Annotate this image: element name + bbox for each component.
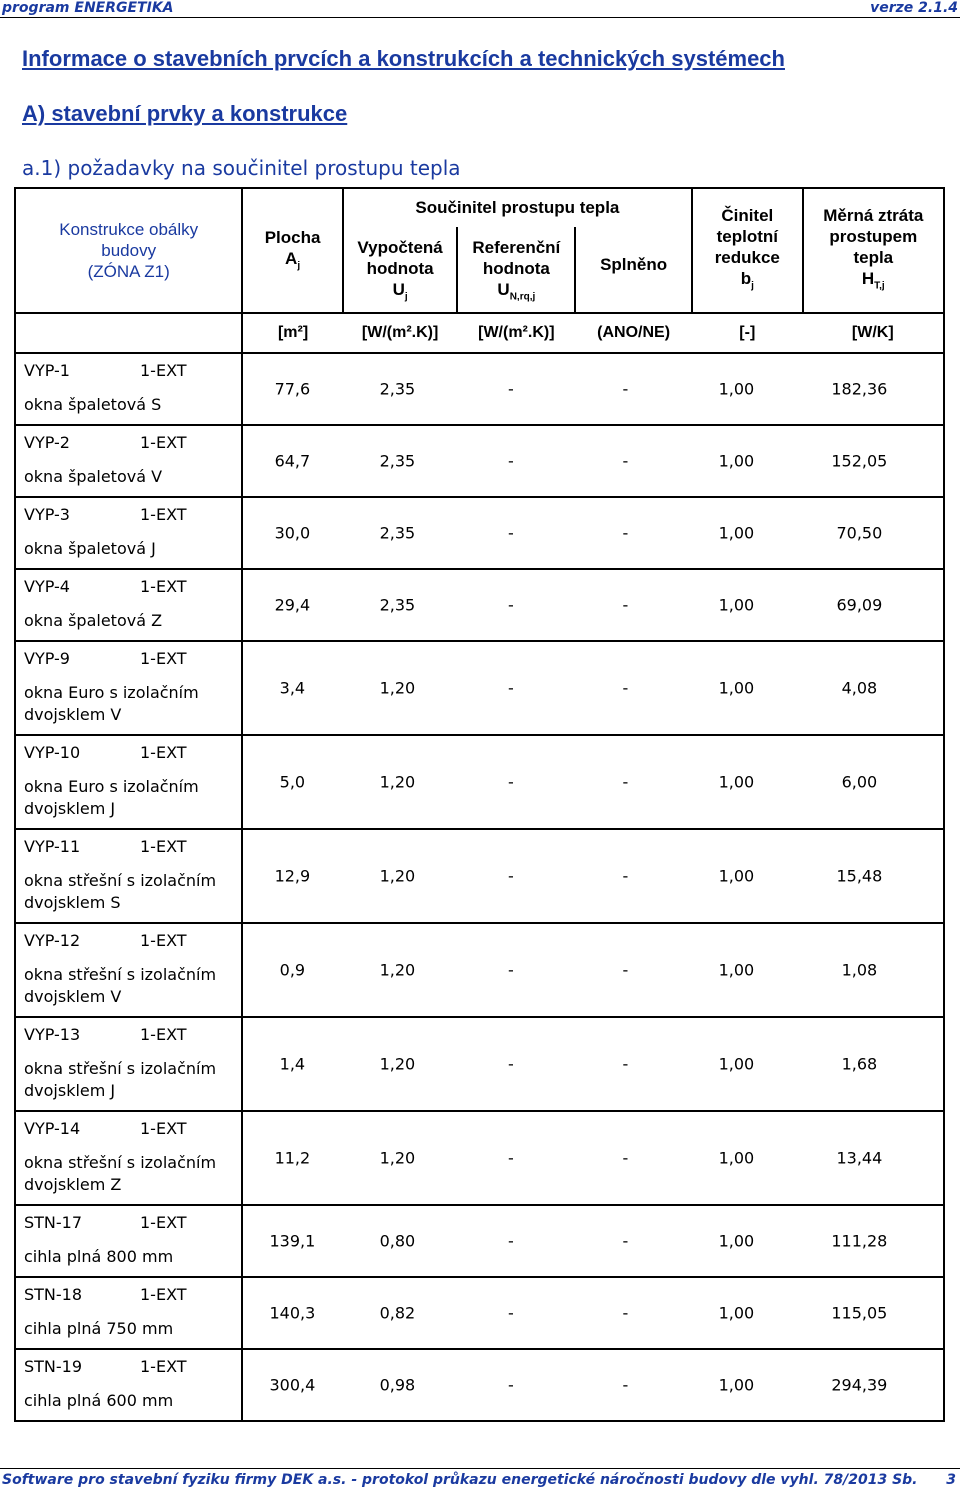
- row-fulfilled: -: [622, 1303, 629, 1323]
- row-ref: -: [507, 1303, 514, 1323]
- row-code: VYP-1: [24, 361, 70, 380]
- row-loss: 6,00: [841, 772, 878, 792]
- row-ref: -: [507, 772, 514, 792]
- row-factor: 1,00: [718, 1054, 755, 1074]
- row-code: STN-19: [24, 1357, 83, 1376]
- row-factor: 1,00: [718, 1231, 755, 1251]
- row-factor: 1,00: [718, 1375, 755, 1395]
- unit-area: [m²]: [242, 313, 342, 353]
- row-construction: [15, 497, 242, 569]
- row-code: VYP-2: [24, 433, 70, 452]
- row-code: VYP-4: [24, 577, 70, 596]
- row-factor: 1,00: [718, 772, 755, 792]
- row-area: 29,4: [274, 595, 311, 615]
- row-ref: -: [507, 1148, 514, 1168]
- row-loss: 69,09: [836, 595, 883, 615]
- row-fulfilled: -: [622, 379, 629, 399]
- row-construction: [15, 923, 242, 1017]
- row-construction: [15, 1017, 242, 1111]
- row-factor: 1,00: [718, 523, 755, 543]
- row-loss: 13,44: [836, 1148, 883, 1168]
- row-construction: [15, 569, 242, 641]
- row-u: 1,20: [379, 1148, 416, 1168]
- unit-factor: [-]: [692, 313, 803, 353]
- row-ref: -: [507, 678, 514, 698]
- row-zone: 1-EXT: [140, 577, 187, 596]
- col-calculated: Vypočtená hodnota $U_j$: [343, 227, 458, 313]
- row-zone: 1-EXT: [140, 837, 187, 856]
- program-version: verze 2.1.4: [870, 0, 958, 16]
- col-reference: Referenční hodnota $U_{N,rq,j}$: [457, 227, 575, 313]
- row-area: 300,4: [269, 1375, 316, 1395]
- row-fulfilled: -: [622, 960, 629, 980]
- row-area: 64,7: [274, 451, 311, 471]
- row-area: 77,6: [274, 379, 311, 399]
- row-ref: -: [507, 379, 514, 399]
- row-ref: -: [507, 523, 514, 543]
- row-description: okna špaletová Z: [24, 611, 163, 630]
- row-description: okna Euro s izolačním dvojsklem V: [24, 683, 199, 724]
- col-factor: Činitel teplotní redukce $b_j$: [692, 188, 803, 313]
- row-description: okna Euro s izolačním dvojsklem J: [24, 777, 199, 818]
- row-fulfilled: -: [622, 451, 629, 471]
- table-row: [15, 1349, 944, 1421]
- row-description: cihla plná 800 mm: [24, 1247, 174, 1266]
- row-fulfilled: -: [622, 1375, 629, 1395]
- table-row: [15, 425, 944, 497]
- row-zone: 1-EXT: [140, 931, 187, 950]
- top-bar: [0, 0, 960, 18]
- row-construction: [15, 829, 242, 923]
- units-empty: [15, 313, 242, 353]
- row-description: okna špaletová S: [24, 395, 162, 414]
- unit-calculated: [W/(m².K)]: [343, 313, 458, 353]
- row-zone: 1-EXT: [140, 505, 187, 524]
- row-code: STN-17: [24, 1213, 83, 1232]
- row-zone: 1-EXT: [140, 743, 187, 762]
- row-loss: 294,39: [831, 1375, 888, 1395]
- row-values: [242, 1017, 944, 1111]
- row-fulfilled: -: [622, 1148, 629, 1168]
- requirements-heading: a.1) požadavky na součinitel prostupu tepla: [22, 156, 461, 180]
- row-description: cihla plná 600 mm: [24, 1391, 174, 1410]
- row-code: VYP-13: [24, 1025, 81, 1044]
- row-ref: -: [507, 1054, 514, 1074]
- table-row: [15, 923, 944, 1017]
- row-u: 0,80: [379, 1231, 416, 1251]
- row-fulfilled: -: [622, 595, 629, 615]
- row-description: okna střešní s izolačním dvojsklem J: [24, 1059, 217, 1100]
- row-factor: 1,00: [718, 595, 755, 615]
- table-row: [15, 1111, 944, 1205]
- row-u: 1,20: [379, 866, 416, 886]
- row-u: 2,35: [379, 523, 416, 543]
- row-loss: 182,36: [831, 379, 888, 399]
- unit-reference: [W/(m².K)]: [457, 313, 575, 353]
- row-description: cihla plná 750 mm: [24, 1319, 174, 1338]
- row-ref: -: [507, 451, 514, 471]
- row-construction: [15, 1277, 242, 1349]
- row-description: okna špaletová V: [24, 467, 163, 486]
- unit-loss: [W/K]: [803, 313, 944, 353]
- row-area: 5,0: [279, 772, 306, 792]
- row-description: okna střešní s izolačním dvojsklem Z: [24, 1153, 217, 1194]
- row-factor: 1,00: [718, 379, 755, 399]
- row-factor: 1,00: [718, 960, 755, 980]
- row-area: 3,4: [279, 678, 306, 698]
- row-values: [242, 1349, 944, 1421]
- row-code: VYP-9: [24, 649, 70, 668]
- row-u: 1,20: [379, 1054, 416, 1074]
- row-area: 1,4: [279, 1054, 306, 1074]
- program-name: program ENERGETIKA: [2, 0, 174, 16]
- page-number: 3: [946, 1472, 956, 1488]
- row-description: okna špaletová J: [24, 539, 156, 558]
- row-construction: [15, 1205, 242, 1277]
- row-loss: 152,05: [831, 451, 888, 471]
- row-ref: -: [507, 1231, 514, 1251]
- footer-text: Software pro stavební fyziku firmy DEK a.s. - protokol průkazu energetické náročnosti budovy dle vyhl. 78/2013 Sb.: [2, 1472, 918, 1488]
- u-value-table: [14, 187, 945, 1422]
- row-values: [242, 735, 944, 829]
- row-u: 1,20: [379, 960, 416, 980]
- row-u: 0,82: [379, 1303, 416, 1323]
- row-factor: 1,00: [718, 451, 755, 471]
- row-area: 12,9: [274, 866, 311, 886]
- table-row: [15, 829, 944, 923]
- subsection-title: A) stavební prvky a konstrukce: [22, 101, 348, 126]
- row-loss: 1,08: [841, 960, 878, 980]
- row-zone: 1-EXT: [140, 1213, 187, 1232]
- col-fulfilled: Splněno: [600, 255, 668, 274]
- row-values: [242, 1111, 944, 1205]
- col-construction: Konstrukce obálky budovy (ZÓNA Z1): [15, 188, 242, 313]
- row-factor: 1,00: [718, 678, 755, 698]
- row-u: 2,35: [379, 451, 416, 471]
- row-description: okna střešní s izolačním dvojsklem S: [24, 871, 217, 912]
- unit-fulfilled: (ANO/NE): [575, 313, 692, 353]
- row-u: 2,35: [379, 379, 416, 399]
- row-values: [242, 425, 944, 497]
- row-u: 1,20: [379, 678, 416, 698]
- row-ref: -: [507, 866, 514, 886]
- row-fulfilled: -: [622, 772, 629, 792]
- table-row: [15, 1017, 944, 1111]
- table-row: [15, 569, 944, 641]
- row-construction: [15, 641, 242, 735]
- row-factor: 1,00: [718, 1303, 755, 1323]
- row-zone: 1-EXT: [140, 1119, 187, 1138]
- col-area: Plocha $A_j$: [242, 188, 342, 313]
- row-values: [242, 353, 944, 425]
- footer: [0, 1468, 960, 1492]
- row-zone: 1-EXT: [140, 361, 187, 380]
- row-loss: 70,50: [836, 523, 883, 543]
- row-u: 2,35: [379, 595, 416, 615]
- row-values: [242, 569, 944, 641]
- row-area: 140,3: [269, 1303, 316, 1323]
- row-construction: [15, 1349, 242, 1421]
- row-code: VYP-11: [24, 837, 81, 856]
- row-code: VYP-14: [24, 1119, 81, 1138]
- row-loss: 4,08: [841, 678, 878, 698]
- row-area: 11,2: [274, 1148, 311, 1168]
- row-loss: 115,05: [831, 1303, 888, 1323]
- row-loss: 15,48: [836, 866, 883, 886]
- row-u: 1,20: [379, 772, 416, 792]
- row-area: 0,9: [279, 960, 306, 980]
- table-row: [15, 1277, 944, 1349]
- row-zone: 1-EXT: [140, 1357, 187, 1376]
- row-construction: [15, 425, 242, 497]
- row-values: [242, 1277, 944, 1349]
- row-values: [242, 923, 944, 1017]
- row-loss: 1,68: [841, 1054, 878, 1074]
- col-loss: Měrná ztráta prostupem tepla $H_{T,j}$: [803, 188, 944, 313]
- row-code: STN-18: [24, 1285, 83, 1304]
- row-area: 139,1: [269, 1231, 316, 1251]
- row-ref: -: [507, 1375, 514, 1395]
- row-values: [242, 829, 944, 923]
- row-zone: 1-EXT: [140, 649, 187, 668]
- row-fulfilled: -: [622, 1054, 629, 1074]
- row-u: 0,98: [379, 1375, 416, 1395]
- row-values: [242, 497, 944, 569]
- row-loss: 111,28: [831, 1231, 888, 1251]
- row-zone: 1-EXT: [140, 1285, 187, 1304]
- row-construction: [15, 1111, 242, 1205]
- row-code: VYP-3: [24, 505, 70, 524]
- row-fulfilled: -: [622, 523, 629, 543]
- row-factor: 1,00: [718, 1148, 755, 1168]
- row-zone: 1-EXT: [140, 433, 187, 452]
- row-code: VYP-10: [24, 743, 81, 762]
- table-row: [15, 353, 944, 425]
- row-zone: 1-EXT: [140, 1025, 187, 1044]
- row-factor: 1,00: [718, 866, 755, 886]
- table-row: [15, 1205, 944, 1277]
- table-row: [15, 497, 944, 569]
- row-construction: [15, 353, 242, 425]
- row-construction: [15, 735, 242, 829]
- row-code: VYP-12: [24, 931, 81, 950]
- row-ref: -: [507, 960, 514, 980]
- row-fulfilled: -: [622, 866, 629, 886]
- section-title: Informace o stavebních prvcích a konstrukcích a technických systémech: [22, 46, 785, 71]
- col-group-u: Součinitel prostupu tepla: [343, 188, 692, 227]
- row-values: [242, 641, 944, 735]
- table-row: [15, 641, 944, 735]
- row-values: [242, 1205, 944, 1277]
- row-ref: -: [507, 595, 514, 615]
- row-description: okna střešní s izolačním dvojsklem V: [24, 965, 217, 1006]
- row-fulfilled: -: [622, 678, 629, 698]
- row-fulfilled: -: [622, 1231, 629, 1251]
- row-area: 30,0: [274, 523, 311, 543]
- table-row: [15, 735, 944, 829]
